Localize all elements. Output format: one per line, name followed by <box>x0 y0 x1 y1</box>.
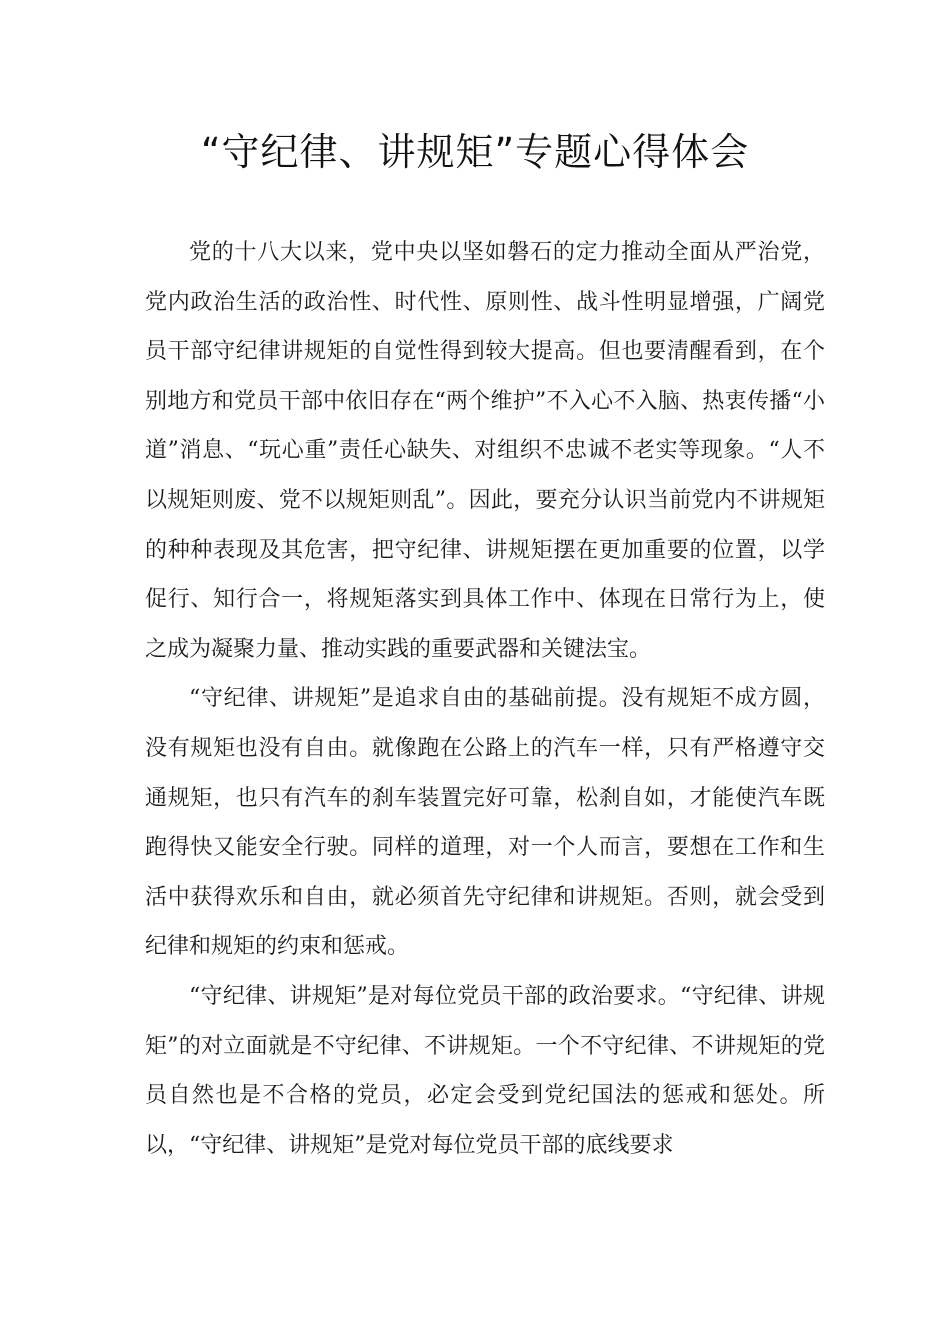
document-title: “守纪律、讲规矩”专题心得体会 <box>200 130 750 174</box>
paragraph-1: 党的十八大以来，党中央以坚如磐石的定力推动全面从严治党，党内政治生活的政治性、时代性、原则性、战斗性明显增强，广阔党员干部守纪律讲规矩的自觉性得到较大提高。但也要清醒看到，在个别地方和党员干部中依旧存在“两个维护”不入心不入脑、热衷传播“小道”消息、“玩心重”责任心缺失、对组织不忠诚不老实等现象。“人不以规矩则废、党不以规矩则乱”。因此，要充分认识当前党内不讲规矩的种种表现及其危害，把守纪律、讲规矩摆在更加重要的位置，以学促行、知行合一，将规矩落实到具体工作中、体现在日常行为上，使之成为凝聚力量、推动实践的重要武器和关键法宝。 <box>145 240 825 662</box>
document-body <box>145 228 825 1170</box>
paragraph-2: “守纪律、讲规矩”是追求自由的基础前提。没有规矩不成方圆，没有规矩也没有自由。就像跑在公路上的汽车一样，只有严格遵守交通规矩，也只有汽车的刹车装置完好可靠，松刹自如，才能使汽车既跑得快又能安全行驶。同样的道理，对一个人而言，要想在工作和生活中获得欢乐和自由，就必须首先守纪律和讲规矩。否则，就会受到纪律和规矩的约束和惩戒。 <box>145 686 825 960</box>
paragraph-3: “守纪律、讲规矩”是对每位党员干部的政治要求。“守纪律、讲规矩”的对立面就是不守纪律、不讲规矩。一个不守纪律、不讲规矩的党员自然也是不合格的党员，必定会受到党纪国法的惩戒和惩处。所以，“守纪律、讲规矩”是党对每位党员干部的底线要求 <box>145 983 825 1158</box>
